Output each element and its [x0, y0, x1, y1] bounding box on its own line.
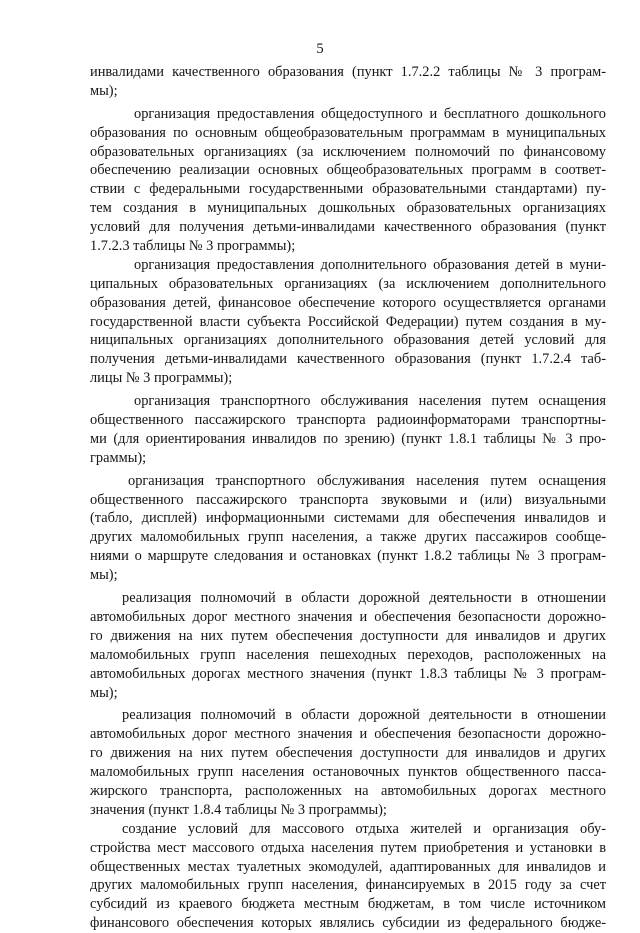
text-line: автомобильных дорогах местного значения (пункт 1.8.3 таблицы № 3 програм- — [90, 665, 606, 682]
text-line: ципальных образовательных организациях (за исключением дополнительного — [90, 275, 606, 292]
paragraph — [90, 256, 606, 388]
page-number: 5 — [316, 41, 324, 57]
text-line: организация предоставления общедоступного и бесплатного дошкольного — [134, 105, 606, 122]
text-line: го движения на них путем обеспечения доступности для инвалидов и других — [90, 627, 606, 644]
text-line: ниями о маршруте следования и остановках (пункт 1.8.2 таблицы № 3 програм- — [90, 548, 606, 565]
text-line: автомобильных дорог местного значения и обеспечения безопасности дорожно- — [90, 608, 606, 625]
text-line: государственной власти субъекта Российской Федерации) путем создания в му- — [90, 313, 606, 330]
text-line: мы); — [90, 567, 118, 584]
text-line: ми (для ориентирования инвалидов по зрению) (пункт 1.8.1 таблицы № 3 про- — [90, 430, 606, 447]
text-line: реализация полномочий в области дорожной деятельности в отношении — [122, 590, 606, 607]
text-line: маломобильных групп населения остановочных пунктов общественного пасса- — [90, 764, 606, 781]
text-line: ствии с федеральными государственными образовательными стандартами) пу- — [90, 181, 606, 198]
text-line: общественных местах туалетных экомодулей, адаптированных для инвалидов и — [90, 858, 606, 875]
text-line: других маломобильных групп населения, финансируемых в 2015 году за счет — [90, 877, 606, 894]
text-line: го движения на них путем обеспечения доступности для инвалидов и других — [90, 745, 606, 762]
text-line: жирского транспорта, расположенных на автомобильных дорогах местного — [90, 782, 606, 799]
text-line: образования детей, финансовое обеспечение которого осуществляется органами — [90, 294, 606, 311]
text-line: организация предоставления дополнительного образования детей в муни- — [134, 256, 606, 273]
text-line: (табло, дисплей) информационными системами для обеспечения инвалидов и — [90, 510, 606, 527]
text-line: организация транспортного обслуживания населения путем оснащения — [134, 393, 606, 410]
text-line: финансового обеспечения которых являлись субсидии из федерального бюдже- — [90, 915, 606, 932]
text-line: лицы № 3 программы); — [90, 370, 233, 387]
text-line: общественного пассажирского транспорта радиоинформаторами транспортны- — [90, 412, 606, 429]
text-line: реализация полномочий в области дорожной деятельности в отношении — [122, 707, 606, 724]
text-line: образовательных организациях (за исключением полномочий по финансовому — [90, 143, 606, 160]
text-line: автомобильных дорог местного значения и обеспечения безопасности дорожно- — [90, 726, 606, 743]
text-line: мы); — [90, 82, 118, 99]
paragraph — [90, 472, 606, 585]
document-body — [90, 63, 606, 933]
text-line: общественного пассажирского транспорта звуковыми и (или) визуальными — [90, 491, 606, 508]
text-line: обеспечению реализации основных общеобразовательных программ в соответ- — [90, 162, 606, 179]
text-line: 1.7.2.3 таблицы № 3 программы); — [90, 238, 296, 255]
text-line: организация транспортного обслуживания населения путем оснащения — [128, 472, 606, 489]
paragraph — [90, 589, 606, 702]
paragraph — [90, 63, 606, 101]
text-line: значения (пункт 1.8.4 таблицы № 3 программы); — [90, 801, 387, 818]
paragraph — [90, 392, 606, 468]
text-line: мы); — [90, 684, 118, 701]
text-line: стройства мест массового отдыха населения путем приобретения и установки в — [90, 839, 606, 856]
text-line: инвалидами качественного образования (пункт 1.7.2.2 таблицы № 3 програм- — [90, 64, 606, 80]
text-line: образования по основным общеобразовательным программам в муниципальных — [90, 124, 606, 141]
text-line: тем создания в муниципальных дошкольных образовательных организациях — [90, 200, 606, 217]
text-line: граммы); — [90, 449, 147, 466]
paragraph — [90, 820, 606, 933]
text-line: условий для получения детьми-инвалидами качественного образования (пункт — [90, 219, 606, 236]
paragraph — [90, 105, 606, 256]
text-line: других маломобильных групп населения, а также других пассажиров сообще- — [90, 529, 606, 546]
text-line: создание условий для массового отдыха жителей и организация обу- — [122, 820, 606, 837]
text-line: ниципальных организациях дополнительного образования детей условий для — [90, 332, 606, 349]
paragraph — [90, 706, 606, 819]
text-line: получения детьми-инвалидами качественного образования (пункт 1.7.2.4 таб- — [90, 351, 606, 368]
text-line: маломобильных групп населения пешеходных переходов, расположенных на — [90, 646, 606, 663]
text-line: субсидий из краевого бюджета местным бюджетам, в том числе источником — [90, 896, 606, 913]
